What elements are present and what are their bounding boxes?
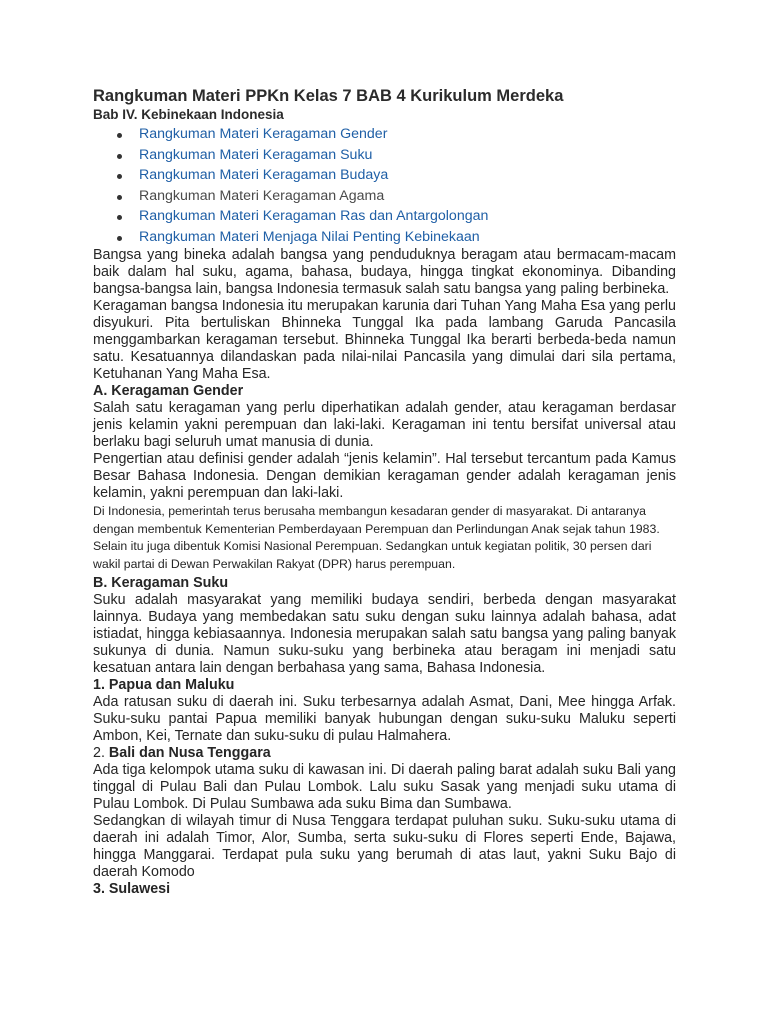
sub1-heading: 1. Papua dan Maluku	[93, 677, 235, 693]
sub2-heading-text: Bali dan Nusa Tenggara	[108, 745, 271, 761]
sub3-heading: 3. Sulawesi	[93, 881, 171, 897]
section-a-small-paragraph: Di Indonesia, pemerintah terus berusaha membangun kesadaran gender di masyarakat. Di antaranya dengan membentuk Kementerian Pemberdayaan Perempuan dan Perlindungan Anak sejak tahun 1983. Selain itu juga dibentuk Komisi Nasional Perempuan. Sedangkan untuk kegiatan politik, 30 persen dari wakil partai di Dewan Perwakilan Rakyat (DPR) harus perempuan.	[93, 504, 660, 571]
section-a-heading: A. Keragaman Gender	[93, 383, 244, 399]
document-page	[93, 86, 676, 898]
table-of-contents	[93, 124, 676, 247]
toc-link-kebinekaan[interactable]: Rangkuman Materi Menjaga Nilai Penting Kebinekaan	[114, 227, 676, 248]
chapter-subtitle: Bab IV. Kebinekaan Indonesia	[93, 107, 284, 122]
intro-paragraph-2: Keragaman bangsa Indonesia itu merupakan karunia dari Tuhan Yang Maha Esa yang perlu disyukuri. Pita bertuliskan Bhinneka Tunggal Ika pada lambang Garuda Pancasila menggambarkan keragaman tersebut. Bhinneka Tunggal Ika berarti berbeda-beda namun satu. Kesatuannya dilandaskan pada nilai-nilai Pancasila yang dimulai dari sila pertama, Ketuhanan Yang Maha Esa.	[93, 298, 676, 382]
toc-item-agama: Rangkuman Materi Keragaman Agama	[114, 186, 676, 207]
sub2-paragraph-2: Sedangkan di wilayah timur di Nusa Tenggara terdapat puluhan suku. Suku-suku utama di daerah ini adalah Timor, Alor, Sumba, serta suku-suku di Flores seperti Ende, Bajawa, hingga Manggarai. Terdapat pula suku yang berumah di atas laut, yakni Suku Bajo di daerah Komodo	[93, 813, 676, 880]
intro-paragraph-1: Bangsa yang bineka adalah bangsa yang penduduknya beragam atau bermacam-macam baik dalam hal suku, agama, bahasa, budaya, hingga tingkat ekonominya. Dibanding bangsa-bangsa lain, bangsa Indonesia termasuk salah satu bangsa yang paling berbineka.	[93, 247, 676, 297]
sub2-number: 2.	[93, 745, 105, 761]
toc-link-ras[interactable]: Rangkuman Materi Keragaman Ras dan Antargolongan	[114, 206, 676, 227]
section-b-paragraph: Suku adalah masyarakat yang memiliki budaya sendiri, berbeda dengan masyarakat lainnya. Budaya yang membedakan satu suku dengan suku lainnya adalah bahasa, adat istiadat, hingga kebiasaannya. Indonesia merupakan salah satu bangsa yang paling banyak sukunya di dunia. Namun suku-suku yang berbineka atau beragam ini menjadi satu kesatuan antara lain dengan berbahasa yang sama, Bahasa Indonesia.	[93, 592, 676, 676]
section-b-heading: B. Keragaman Suku	[93, 575, 229, 591]
toc-link-gender[interactable]: Rangkuman Materi Keragaman Gender	[114, 124, 676, 145]
sub2-paragraph-1: Ada tiga kelompok utama suku di kawasan ini. Di daerah paling barat adalah suku Bali yang tinggal di Pulau Bali dan Pulau Lombok. Lalu suku Sasak yang menjadi suku utama di Pulau Lombok. Di Pulau Sumbawa ada suku Bima dan Sumbawa.	[93, 762, 676, 812]
sub1-paragraph: Ada ratusan suku di daerah ini. Suku terbesarnya adalah Asmat, Dani, Mee hingga Arfak. Suku-suku pantai Papua memiliki banyak hubungan dengan suku-suku Maluku seperti Ambon, Kei, Ternate dan suku-suku di pulau Halmahera.	[93, 694, 676, 744]
toc-link-budaya[interactable]: Rangkuman Materi Keragaman Budaya	[114, 165, 676, 186]
sub2-heading	[93, 745, 676, 762]
section-a-paragraph-2: Pengertian atau definisi gender adalah “jenis kelamin”. Hal tersebut tercantum pada Kamus Besar Bahasa Indonesia. Dengan demikian keragaman gender adalah keragaman jenis kelamin, yakni perempuan dan laki-laki.	[93, 451, 676, 501]
toc-link-suku[interactable]: Rangkuman Materi Keragaman Suku	[114, 145, 676, 166]
document-title: Rangkuman Materi PPKn Kelas 7 BAB 4 Kurikulum Merdeka	[93, 87, 564, 105]
section-a-paragraph-1: Salah satu keragaman yang perlu diperhatikan adalah gender, atau keragaman berdasar jenis kelamin yakni perempuan dan laki-laki. Keragaman ini tentu bersifat universal atau berlaku bagi seluruh umat manusia di dunia.	[93, 400, 676, 450]
